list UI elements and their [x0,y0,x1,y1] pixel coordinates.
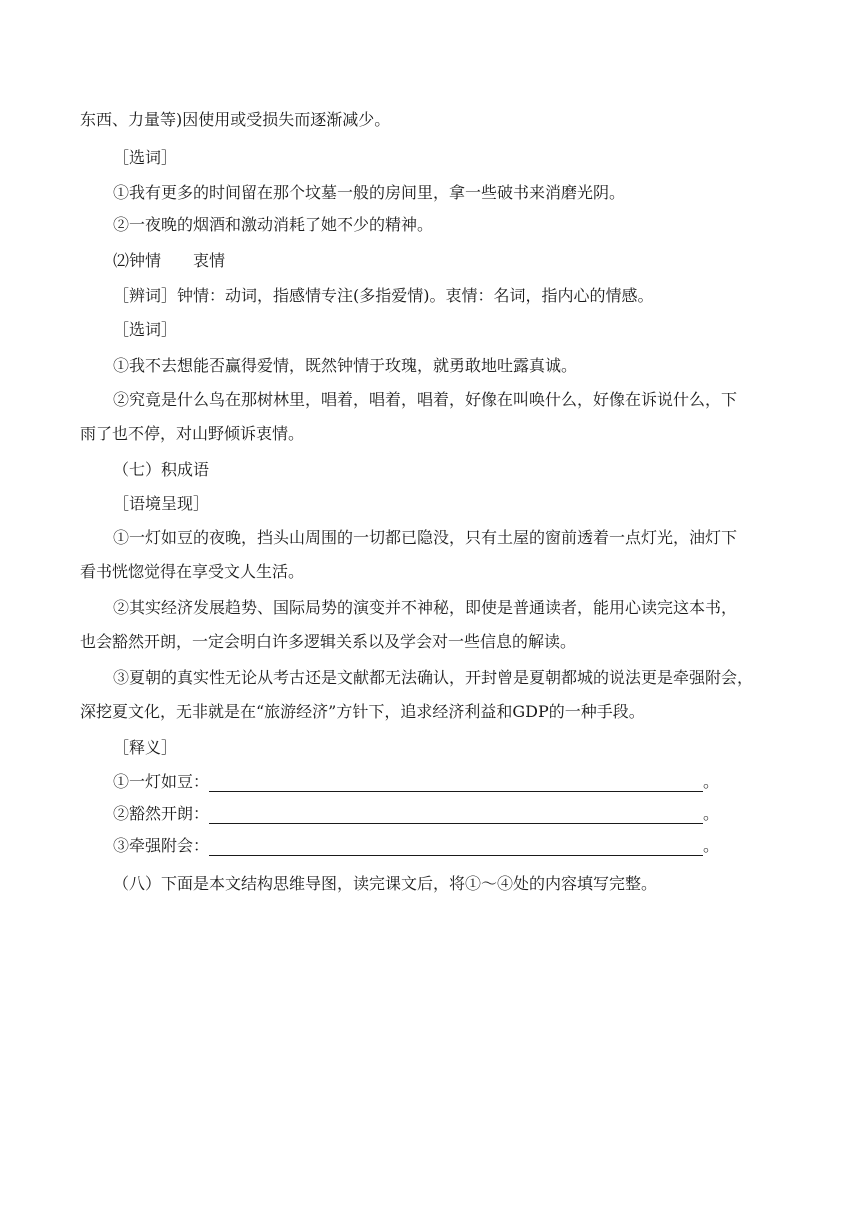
section-label-choose-words: ［选词］ [113,148,178,167]
context-sentence-continuation: 看书恍惚觉得在享受文人生活。 [80,562,305,581]
fill-in-row [113,804,719,824]
answer-blank[interactable] [209,837,703,856]
context-sentence-continuation: 深挖夏文化，无非就是在“旅游经济”方针下，追求经济利益和GDP的一种手段。 [80,702,645,721]
fill-in-end: 。 [703,836,720,855]
example-sentence: ②究竟是什么鸟在那树林里，唱着，唱着，唱着，好像在叫唤什么，好像在诉说什么，下 [113,390,738,409]
fill-in-end: 。 [703,804,720,823]
section-label-context: ［语境呈现］ [113,494,210,513]
example-sentence: ①我不去想能否赢得爱情，既然钟情于玫瑰，就勇敢地吐露真诚。 [113,356,578,375]
section-label-definition: ［释义］ [113,738,178,757]
word-distinction: ［辨词］钟情：动词，指感情专注(多指爱情)。衷情：名词，指内心的情感。 [113,286,654,305]
context-sentence: ②其实经济发展趋势、国际局势的演变并不神秘，即使是普通读者，能用心读完这本书， [113,598,738,617]
fill-in-end: 。 [703,772,720,791]
context-sentence-continuation: 也会豁然开朗，一定会明白许多逻辑关系以及学会对一些信息的解读。 [80,632,577,651]
fill-in-label: ③牵强附会： [113,836,210,855]
section-heading-idioms: （七）积成语 [113,460,210,479]
example-sentence-continuation: 雨了也不停，对山野倾诉衷情。 [80,424,305,443]
fill-in-row [113,772,719,792]
example-sentence: ①我有更多的时间留在那个坟墓一般的房间里，拿一些破书来消磨光阴。 [113,183,626,202]
context-sentence: ③夏朝的真实性无论从考古还是文献都无法确认，开封曾是夏朝都城的说法更是牵强附会， [113,668,754,687]
example-sentence: ②一夜晚的烟酒和激动消耗了她不少的精神。 [113,215,434,234]
fill-in-label: ②豁然开朗： [113,804,210,823]
section-heading-mind-map: （八）下面是本文结构思维导图，读完课文后，将①～④处的内容填写完整。 [113,874,658,893]
fill-in-label: ①一灯如豆： [113,772,210,791]
answer-blank[interactable] [209,773,703,792]
section-label-choose-words: ［选词］ [113,320,178,339]
answer-blank[interactable] [209,805,703,824]
fill-in-row [113,836,719,856]
context-sentence: ①一灯如豆的夜晚，挡头山周围的一切都已隐没，只有土屋的窗前透着一点灯光，油灯下 [113,528,738,547]
definition-continuation: 东西、力量等)因使用或受损失而逐渐减少。 [80,110,391,129]
word-pair-heading: ⑵钟情 衷情 [113,251,226,270]
